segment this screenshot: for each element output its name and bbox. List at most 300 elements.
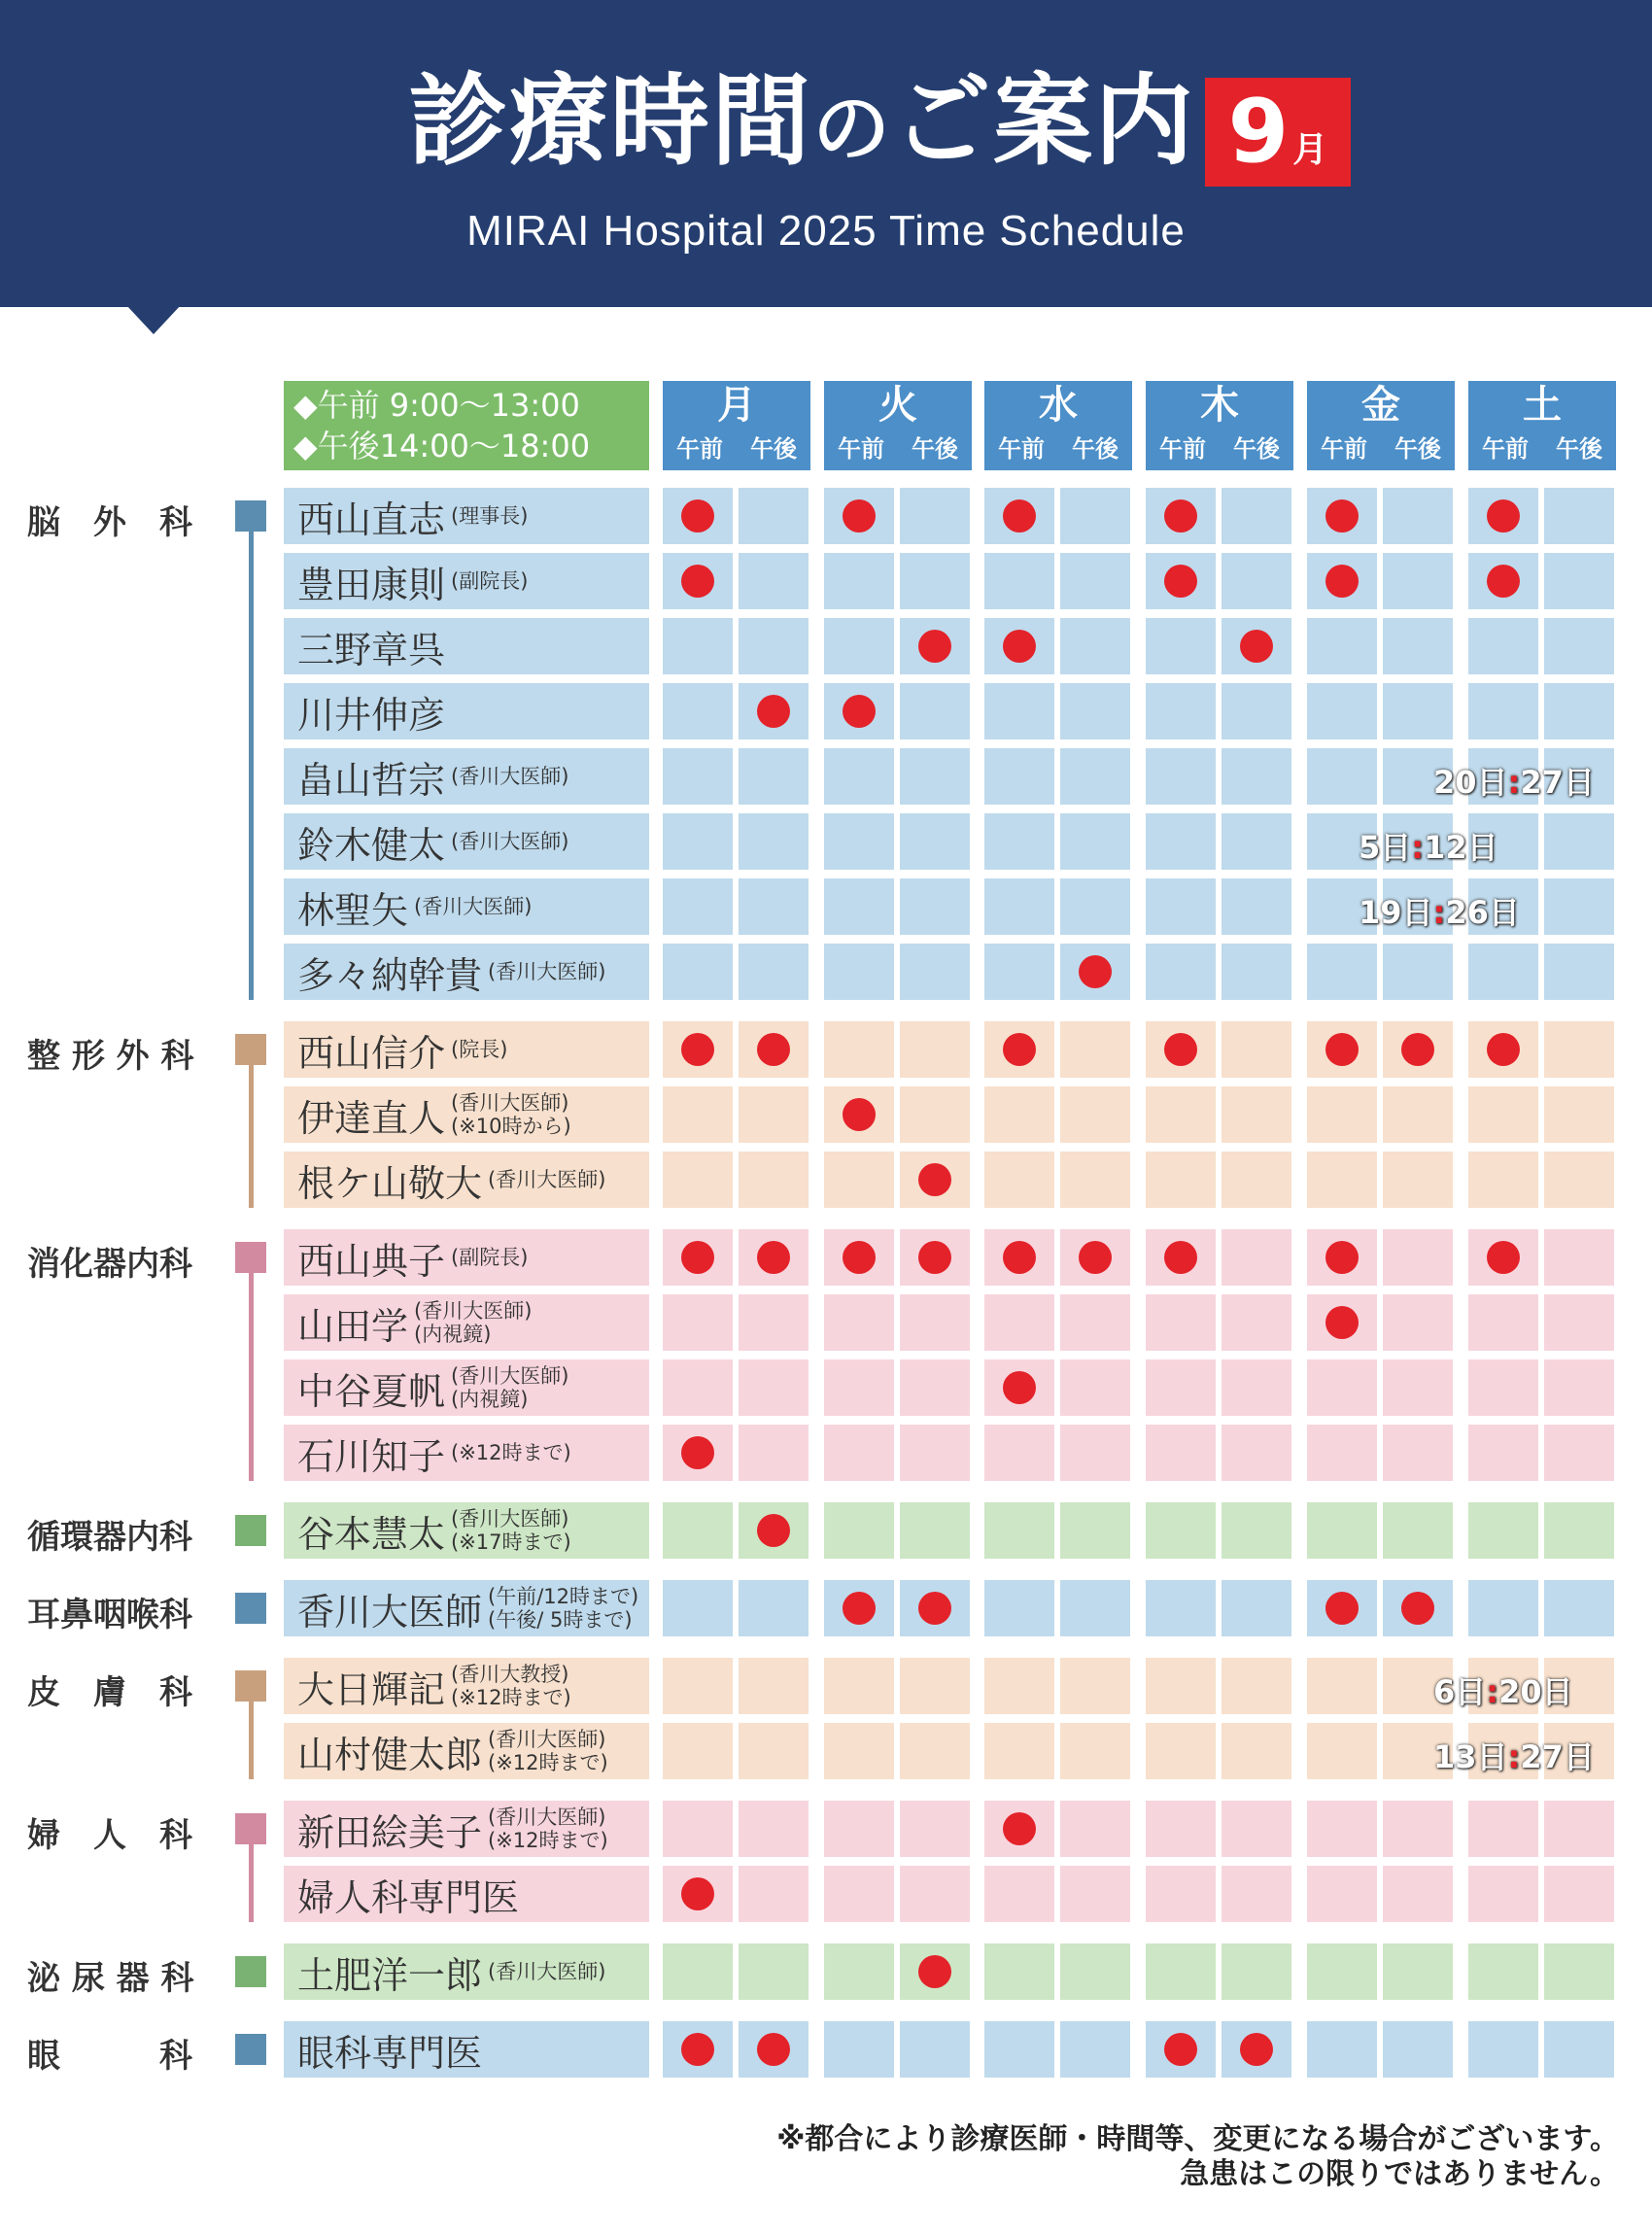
department-line: [249, 1840, 254, 1922]
schedule-cell: [1307, 1723, 1377, 1779]
schedule-cell: [1146, 488, 1216, 544]
schedule-cell: [739, 1359, 809, 1416]
schedule-cell: [739, 1294, 809, 1351]
date-b: 26日: [1445, 894, 1520, 931]
day-label: 金: [1361, 383, 1400, 428]
doctor-name: 伊達直人: [297, 1096, 446, 1140]
doctor-name: 大日輝記: [297, 1668, 446, 1711]
schedule-cell: [1307, 488, 1377, 544]
date-separator: :: [1507, 1738, 1521, 1775]
clinic-dot: [1164, 499, 1197, 533]
schedule-cell: [1383, 1580, 1453, 1636]
clinic-dot: [681, 1877, 714, 1910]
schedule-cell: [1060, 1801, 1130, 1857]
doctor-row-name: [284, 878, 649, 935]
schedule-cell: [900, 1152, 970, 1208]
schedule-cell: [1383, 618, 1453, 674]
clinic-dot: [1003, 1033, 1036, 1066]
schedule-cell: [824, 944, 894, 1000]
schedule-cell: [900, 1086, 970, 1143]
period-labels: [1468, 430, 1616, 464]
schedule-cell: [1307, 1943, 1377, 2000]
period-am: 午前: [676, 435, 723, 463]
schedule-cell: [1468, 683, 1538, 739]
department-label: 皮 膚 科: [27, 1673, 192, 1712]
hours-legend: [284, 381, 649, 470]
doctor-note-line: (香川大医師): [451, 1364, 569, 1388]
schedule-cell: [739, 1580, 809, 1636]
schedule-cell: [1307, 1801, 1377, 1857]
doctor-note-line: (香川大医師): [488, 1805, 606, 1829]
date-a: 19日: [1359, 894, 1433, 931]
schedule-cell: [1468, 1294, 1538, 1351]
schedule-cell: [900, 618, 970, 674]
doctor-name: 西山信介: [297, 1031, 446, 1075]
clinic-dot: [681, 565, 714, 598]
page-subtitle: MIRAI Hospital 2025 Time Schedule: [466, 207, 1186, 255]
schedule-cell: [739, 1801, 809, 1857]
schedule-cell: [1060, 1294, 1130, 1351]
department-label: 泌 尿 器 科: [27, 1959, 194, 1998]
clinic-dot: [681, 1241, 714, 1274]
schedule-cell: [1307, 1294, 1377, 1351]
day-header: [824, 381, 972, 470]
schedule-cell: [1060, 1425, 1130, 1481]
clinic-dot: [1325, 565, 1359, 598]
schedule-cell: [1222, 813, 1291, 870]
doctor-note-line: (香川大医師): [488, 1960, 606, 1983]
schedule-cell: [984, 2021, 1054, 2078]
doctor-note: [414, 1299, 532, 1346]
schedule-cell: [739, 1723, 809, 1779]
schedule-cell: [1383, 1294, 1453, 1351]
schedule-cell: [1222, 944, 1291, 1000]
doctor-note: [488, 1585, 638, 1632]
day-header: [1307, 381, 1455, 470]
date-b: 27日: [1520, 764, 1595, 801]
schedule-cell: [1060, 2021, 1130, 2078]
schedule-cell: [1146, 683, 1216, 739]
schedule-cell: [1146, 1943, 1216, 2000]
schedule-cell: [1060, 1658, 1130, 1714]
schedule-cell: [739, 618, 809, 674]
schedule-cell: [739, 813, 809, 870]
schedule-cell: [1060, 1502, 1130, 1559]
schedule-cell: [1383, 1086, 1453, 1143]
period-am: 午前: [1482, 435, 1529, 463]
schedule-cell: [824, 618, 894, 674]
schedule-cell: [1307, 618, 1377, 674]
schedule-cell: [824, 748, 894, 805]
schedule-cell: [1468, 1866, 1538, 1922]
schedule-cell: [1307, 1152, 1377, 1208]
period-pm: 午後: [1556, 435, 1602, 463]
clinic-dot: [1401, 1033, 1434, 1066]
date-a: 5日: [1359, 829, 1412, 866]
doctor-note: [488, 1728, 608, 1774]
schedule-cell: [824, 1502, 894, 1559]
doctor-name: 根ケ山敬大: [297, 1161, 483, 1205]
period-pm: 午後: [1233, 435, 1280, 463]
schedule-cell: [1468, 1801, 1538, 1857]
schedule-cell: [1146, 1086, 1216, 1143]
doctor-name: 谷本慧太: [297, 1512, 446, 1556]
doctor-note: [451, 1441, 571, 1464]
schedule-cell: [663, 683, 733, 739]
day-header: [663, 381, 810, 470]
schedule-cell: [900, 1580, 970, 1636]
schedule-cell: [1146, 1021, 1216, 1078]
schedule-cell: [984, 1580, 1054, 1636]
schedule-cell: [1544, 618, 1614, 674]
schedule-cell: [1307, 1425, 1377, 1481]
schedule-cell: [1544, 2021, 1614, 2078]
clinic-dot: [918, 1955, 951, 1988]
schedule-cell: [1146, 1580, 1216, 1636]
schedule-cell: [984, 1229, 1054, 1286]
schedule-cell: [1383, 1866, 1453, 1922]
schedule-cell: [1060, 1866, 1130, 1922]
schedule-cell: [739, 1086, 809, 1143]
schedule-cell: [824, 683, 894, 739]
schedule-cell: [663, 878, 733, 935]
clinic-dot: [843, 499, 876, 533]
schedule-cell: [1060, 1229, 1130, 1286]
schedule-cell: [1146, 1723, 1216, 1779]
date-b: 12日: [1424, 829, 1498, 866]
schedule-cell: [1544, 1359, 1614, 1416]
doctor-name: 婦人科専門医: [297, 1875, 520, 1919]
doctor-name: 新田絵美子: [297, 1810, 483, 1854]
schedule-cell: [824, 1658, 894, 1714]
period-pm: 午後: [1394, 435, 1441, 463]
schedule-cell: [1307, 1502, 1377, 1559]
schedule-cell: [824, 813, 894, 870]
period-am: 午前: [998, 435, 1045, 463]
footer-note-2: 急患はこの限りではありません。: [1180, 2157, 1619, 2191]
schedule-cell: [1307, 1866, 1377, 1922]
doctor-note-line: (香川大医師): [414, 895, 533, 918]
clinic-dot: [757, 1514, 790, 1547]
schedule-cell: [1544, 1229, 1614, 1286]
schedule-cell: [663, 1658, 733, 1714]
schedule-cell: [900, 1866, 970, 1922]
schedule-cell: [824, 553, 894, 609]
schedule-cell: [1060, 488, 1130, 544]
schedule-cell: [663, 1229, 733, 1286]
doctor-row-name: [284, 1086, 649, 1143]
clinic-dot: [757, 1241, 790, 1274]
doctor-note: [488, 1960, 605, 1983]
date-a: 6日: [1433, 1673, 1487, 1710]
schedule-cell: [824, 1425, 894, 1481]
doctor-row-name: [284, 618, 649, 674]
date-separator: :: [1411, 829, 1425, 866]
schedule-cell: [1060, 1359, 1130, 1416]
schedule-cell: [739, 1152, 809, 1208]
clinic-dot: [1487, 565, 1520, 598]
schedule-cell: [900, 1294, 970, 1351]
schedule-cell: [1060, 944, 1130, 1000]
schedule-cell: [984, 1359, 1054, 1416]
schedule-cell: [1383, 1943, 1453, 2000]
schedule-cell: [824, 878, 894, 935]
schedule-cell: [663, 488, 733, 544]
schedule-cell: [1544, 1425, 1614, 1481]
schedule-cell: [1544, 1294, 1614, 1351]
doctor-row-name: [284, 553, 649, 609]
clinic-dot: [843, 695, 876, 728]
schedule-cell: [900, 488, 970, 544]
schedule-cell: [1060, 1086, 1130, 1143]
schedule-cell: [1383, 1425, 1453, 1481]
day-header: [984, 381, 1132, 470]
department-label: 消化器内科: [27, 1245, 192, 1284]
doctor-note-line: (※10時から): [451, 1115, 571, 1138]
hours-am: ◆午前 9:00〜13:00: [293, 387, 580, 424]
schedule-cell: [663, 1086, 733, 1143]
schedule-cell: [1468, 1086, 1538, 1143]
doctor-note-line: (※12時まで): [488, 1829, 608, 1852]
schedule-cell: [739, 878, 809, 935]
department-line: [249, 1268, 254, 1481]
doctor-name: 香川大医師: [297, 1590, 483, 1633]
schedule-cell: [900, 878, 970, 935]
schedule-cell: [900, 1229, 970, 1286]
schedule-cell: [1468, 1943, 1538, 2000]
department-label: 循環器内科: [27, 1518, 192, 1557]
schedule-cell: [984, 1723, 1054, 1779]
schedule-cell: [1222, 1866, 1291, 1922]
schedule-cell: [984, 683, 1054, 739]
department-label: 脳 外 科: [27, 503, 192, 542]
schedule-cell: [900, 553, 970, 609]
page-title: 診療時間のご案内: [408, 64, 1195, 180]
day-label: 木: [1200, 383, 1239, 428]
doctor-note: [451, 1038, 507, 1061]
doctor-note: [451, 1663, 571, 1709]
clinic-dot: [681, 2033, 714, 2066]
doctor-note-line: (院長): [451, 1038, 508, 1061]
schedule-cell: [663, 1425, 733, 1481]
doctor-name: 鈴木健太: [297, 823, 446, 867]
doctor-note-line: (午後/ 5時まで): [488, 1608, 633, 1632]
doctor-name: 石川知子: [297, 1434, 446, 1478]
schedule-cell: [1544, 944, 1614, 1000]
schedule-cell: [900, 748, 970, 805]
doctor-note-line: (※12時まで): [451, 1441, 571, 1464]
schedule-cell: [663, 1943, 733, 2000]
clinic-dot: [843, 1098, 876, 1131]
doctor-note: [451, 504, 528, 528]
doctor-row-name: [284, 748, 649, 805]
schedule-cell: [984, 1021, 1054, 1078]
schedule-cell: [1307, 1229, 1377, 1286]
date-b: 27日: [1520, 1738, 1595, 1775]
date-separator: :: [1486, 1673, 1499, 1710]
clinic-dates: [1433, 1668, 1573, 1712]
schedule-cell: [1383, 683, 1453, 739]
schedule-cell: [739, 1866, 809, 1922]
month-badge: 9 月: [1205, 78, 1351, 187]
doctor-row-name: [284, 1502, 649, 1559]
schedule-cell: [1222, 2021, 1291, 2078]
clinic-dot: [843, 1592, 876, 1625]
schedule-cell: [900, 1359, 970, 1416]
schedule-cell: [663, 813, 733, 870]
period-pm: 午後: [750, 435, 797, 463]
schedule-cell: [663, 1359, 733, 1416]
schedule-cell: [1544, 1502, 1614, 1559]
schedule-cell: [1307, 1086, 1377, 1143]
doctor-note: [451, 1364, 568, 1411]
schedule-cell: [1060, 1723, 1130, 1779]
clinic-dot: [918, 630, 951, 663]
department-label: 眼 科: [27, 2037, 192, 2076]
doctor-note: [488, 960, 605, 983]
schedule-cell: [1222, 1723, 1291, 1779]
doctor-name: 山田学: [297, 1304, 409, 1348]
schedule-cell: [663, 1866, 733, 1922]
schedule-cell: [1544, 1866, 1614, 1922]
schedule-cell: [663, 748, 733, 805]
doctor-name: 三野章呉: [297, 628, 446, 671]
schedule-cell: [1146, 878, 1216, 935]
clinic-dot: [1003, 630, 1036, 663]
doctor-name: 西山直志: [297, 498, 446, 541]
doctor-note-line: (理事長): [451, 504, 529, 528]
schedule-cell: [1222, 1021, 1291, 1078]
schedule-cell: [824, 2021, 894, 2078]
date-separator: :: [1507, 764, 1521, 801]
department-marker: [235, 1593, 266, 1624]
schedule-cell: [984, 1502, 1054, 1559]
doctor-row-name: [284, 944, 649, 1000]
schedule-cell: [739, 944, 809, 1000]
schedule-cell: [1222, 1425, 1291, 1481]
doctor-name: 豊田康則: [297, 563, 446, 606]
clinic-dot: [1164, 1033, 1197, 1066]
schedule-cell: [739, 1229, 809, 1286]
schedule-cell: [1222, 1580, 1291, 1636]
schedule-cell: [984, 553, 1054, 609]
doctor-name: 林聖矢: [297, 888, 409, 932]
schedule-cell: [1468, 1359, 1538, 1416]
schedule-cell: [984, 748, 1054, 805]
schedule-cell: [663, 1294, 733, 1351]
schedule-cell: [1060, 1152, 1130, 1208]
date-separator: :: [1432, 894, 1446, 931]
department-line: [249, 1697, 254, 1779]
schedule-cell: [1146, 1866, 1216, 1922]
doctor-note-line: (香川大医師): [451, 830, 569, 853]
schedule-cell: [900, 1943, 970, 2000]
doctor-row-name: [284, 813, 649, 870]
schedule-cell: [900, 1502, 970, 1559]
schedule-cell: [1383, 1152, 1453, 1208]
doctor-note-line: (香川大医師): [451, 765, 569, 788]
period-am: 午前: [838, 435, 884, 463]
schedule-cell: [1222, 1229, 1291, 1286]
doctor-name: 多々納幹貴: [297, 953, 483, 997]
period-labels: [663, 430, 810, 464]
doctor-note-line: (※12時まで): [488, 1751, 608, 1774]
day-header: [1146, 381, 1293, 470]
schedule-cell: [824, 1086, 894, 1143]
clinic-dot: [1325, 499, 1359, 533]
schedule-cell: [1307, 683, 1377, 739]
schedule-cell: [1468, 1021, 1538, 1078]
doctor-note-line: (※17時まで): [451, 1530, 571, 1554]
schedule-cell: [1222, 1943, 1291, 2000]
schedule-cell: [663, 618, 733, 674]
schedule-cell: [1544, 1152, 1614, 1208]
doctor-note-line: (香川大医師): [488, 960, 606, 983]
schedule-cell: [1060, 1021, 1130, 1078]
schedule-cell: [663, 553, 733, 609]
doctor-name: 眼科専門医: [297, 2031, 483, 2075]
schedule-cell: [1307, 553, 1377, 609]
schedule-cell: [1146, 1229, 1216, 1286]
doctor-note: [414, 895, 532, 918]
schedule-cell: [1146, 2021, 1216, 2078]
doctor-note-line: (※12時まで): [451, 1686, 571, 1709]
schedule-cell: [1060, 878, 1130, 935]
department-line: [249, 527, 254, 1000]
period-am: 午前: [1321, 435, 1367, 463]
clinic-dot: [1487, 1033, 1520, 1066]
schedule-cell: [1060, 553, 1130, 609]
schedule-cell: [984, 944, 1054, 1000]
footer-note-1: ※都合により診療医師・時間等、変更になる場合がございます。: [776, 2122, 1619, 2156]
schedule-cell: [1307, 944, 1377, 1000]
doctor-note-line: (香川大医師): [488, 1168, 606, 1191]
clinic-dot: [681, 1436, 714, 1469]
department-marker: [235, 1956, 266, 1987]
department-marker: [235, 2034, 266, 2065]
clinic-dot: [1164, 565, 1197, 598]
schedule-cell: [1544, 813, 1614, 870]
doctor-note: [451, 1091, 571, 1138]
schedule-cell: [824, 1580, 894, 1636]
schedule-cell: [824, 1294, 894, 1351]
doctor-name: 西山典子: [297, 1239, 446, 1283]
schedule-cell: [1222, 748, 1291, 805]
schedule-cell: [900, 1425, 970, 1481]
schedule-cell: [1146, 1425, 1216, 1481]
schedule-cell: [739, 2021, 809, 2078]
schedule-cell: [1544, 1943, 1614, 2000]
clinic-dates: [1433, 758, 1595, 803]
schedule-cell: [1468, 618, 1538, 674]
schedule-cell: [739, 1943, 809, 2000]
day-header: [1468, 381, 1616, 470]
schedule-cell: [1383, 1502, 1453, 1559]
schedule-cell: [1468, 488, 1538, 544]
doctor-note-line: (内視鏡): [414, 1323, 492, 1346]
period-labels: [984, 430, 1132, 464]
clinic-dot: [681, 499, 714, 533]
department-marker: [235, 1515, 266, 1546]
doctor-name: 山村健太郎: [297, 1733, 483, 1776]
schedule-cell: [1222, 1152, 1291, 1208]
schedule-cell: [824, 1152, 894, 1208]
doctor-row-name: [284, 1021, 649, 1078]
doctor-name: 土肥洋一郎: [297, 1953, 483, 1997]
department-line: [249, 1060, 254, 1208]
schedule-cell: [1468, 2021, 1538, 2078]
schedule-cell: [1544, 1801, 1614, 1857]
